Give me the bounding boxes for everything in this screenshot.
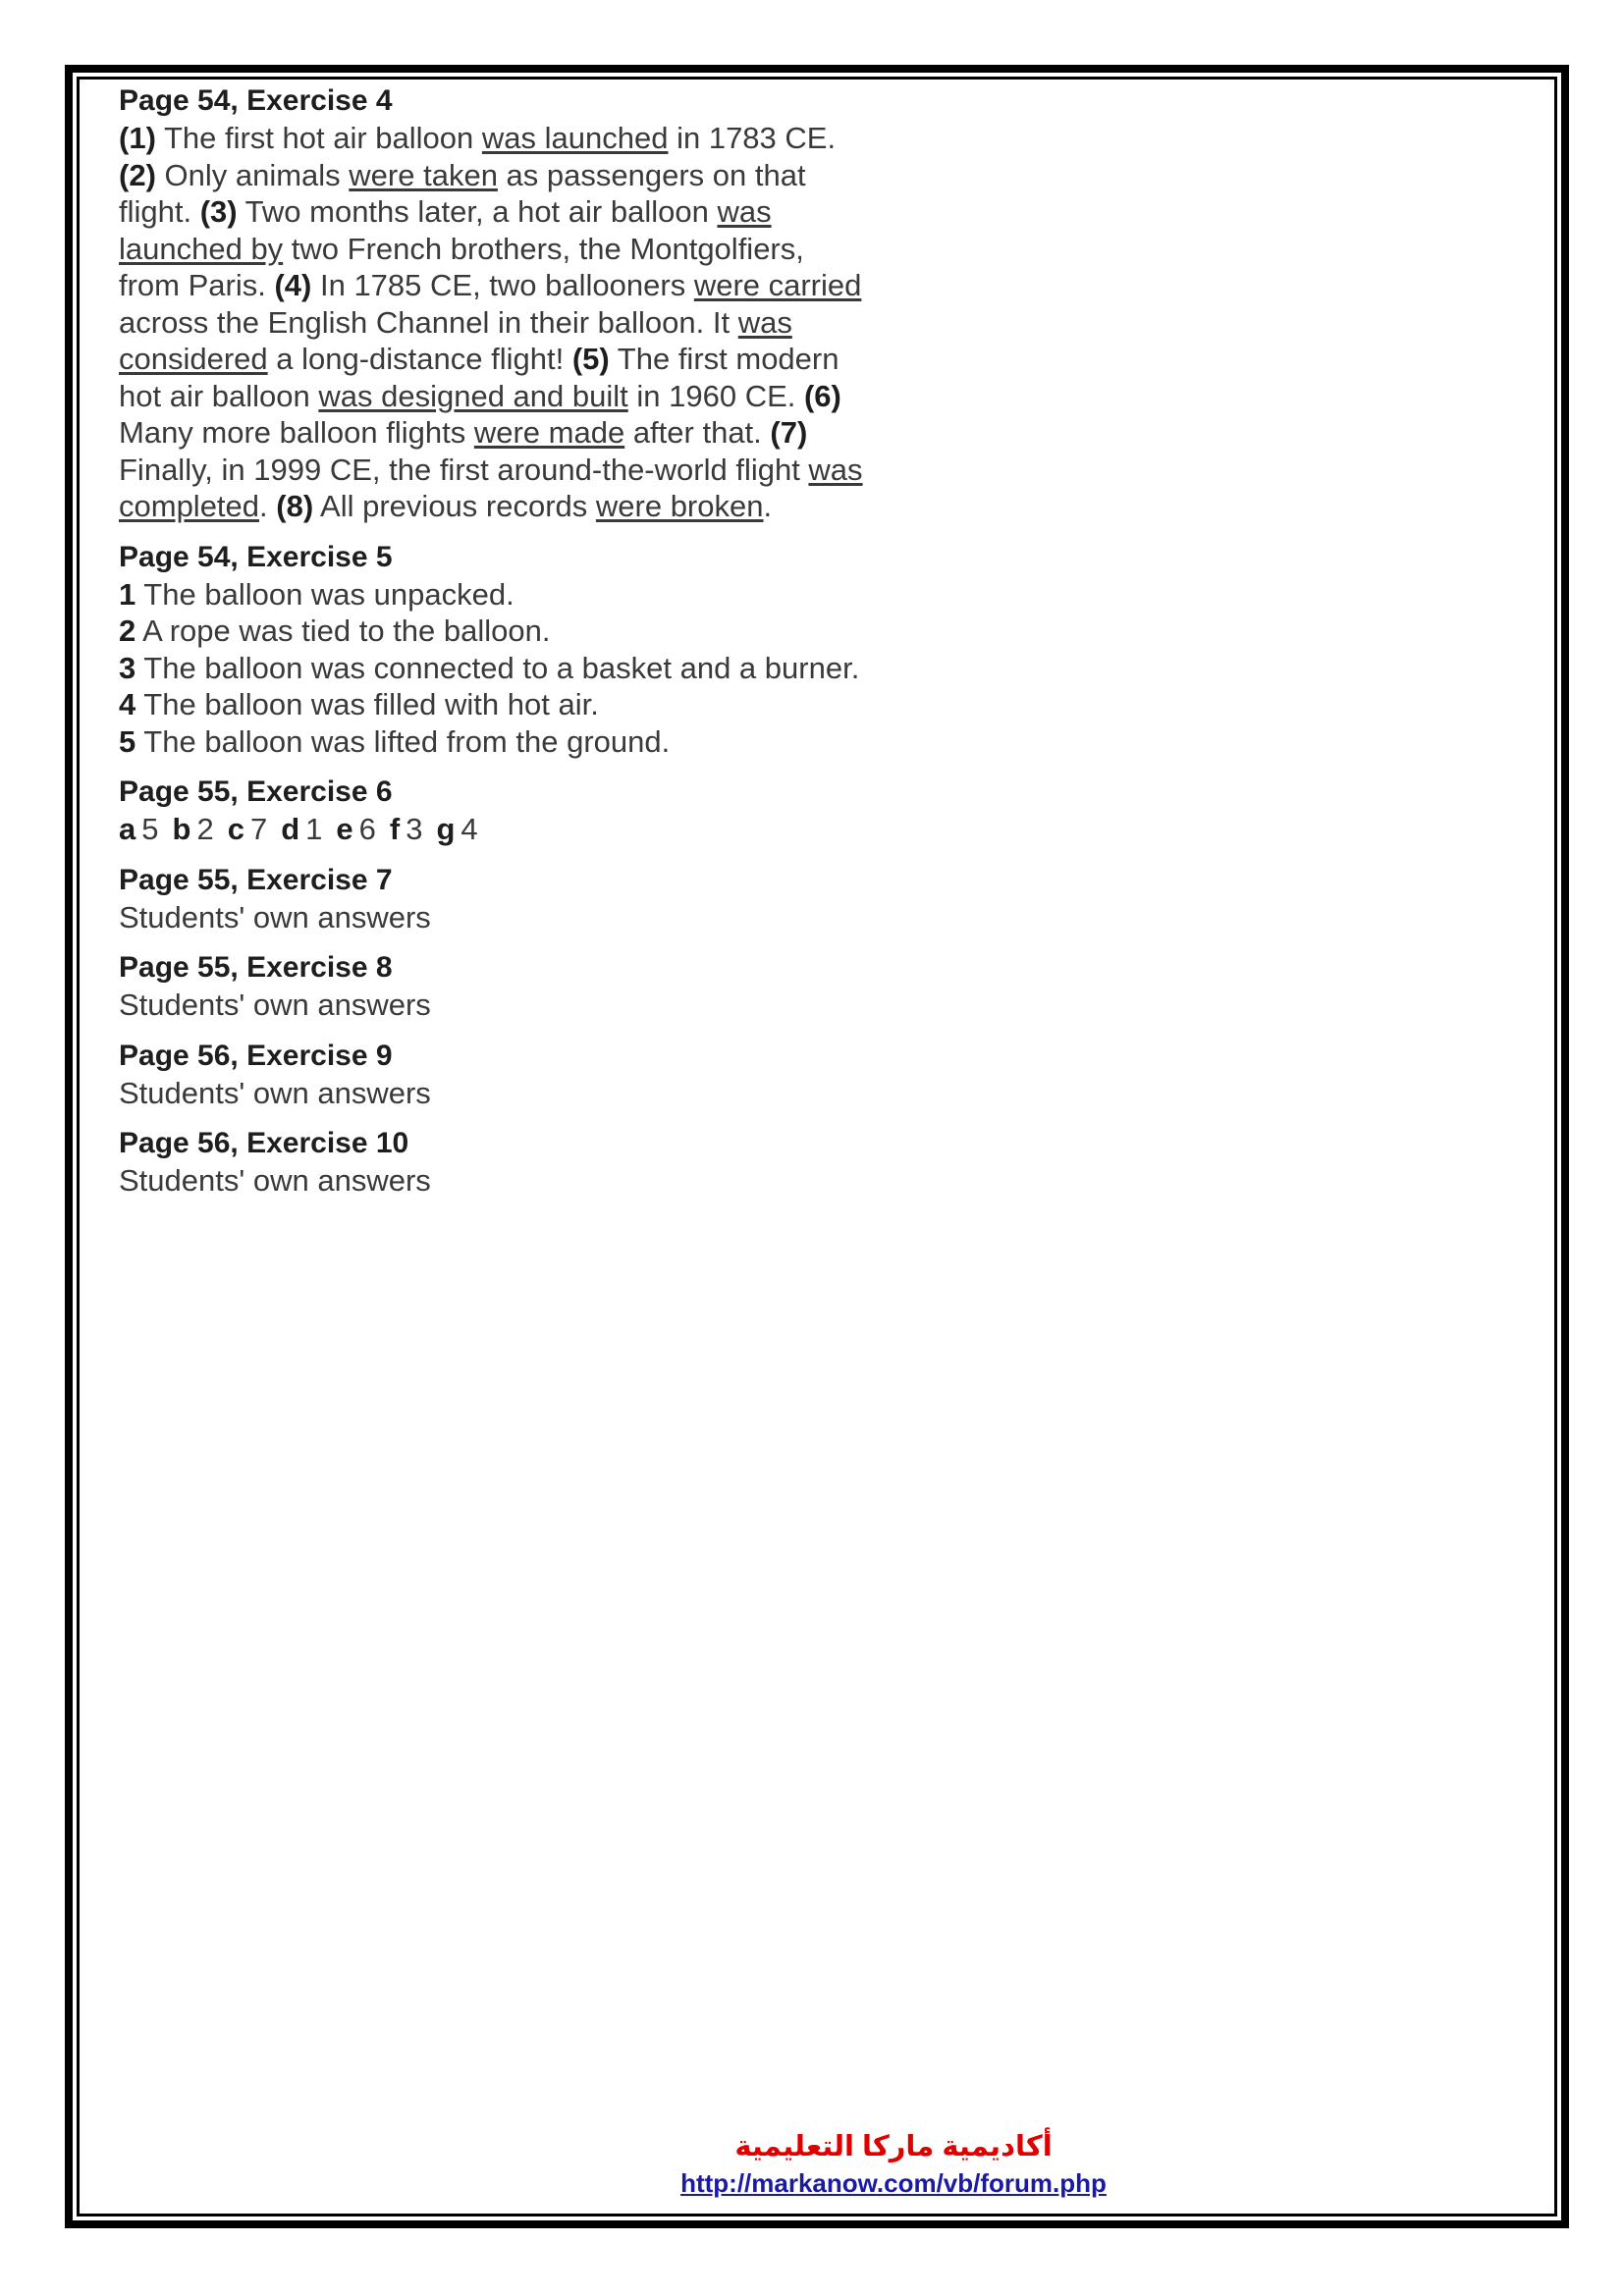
section-body: Students' own answers (119, 988, 431, 1022)
paragraph-text: after that. (624, 415, 771, 450)
answer-letter: c (227, 812, 244, 846)
exercise-9-section (119, 1038, 865, 1112)
item-text: The balloon was connected to a basket and a burner. (135, 650, 860, 685)
answer-letter: b (172, 812, 191, 846)
exercise-4-paragraph (119, 120, 865, 525)
underlined-answer: was considered (119, 304, 792, 376)
answer-number: 7 (249, 812, 268, 846)
list-item (119, 723, 865, 761)
answer-letter: a (119, 812, 136, 846)
section-body: Students' own answers (119, 1163, 431, 1198)
answer-number: 5 (141, 812, 159, 846)
answer-letter: f (389, 812, 401, 846)
exercise-5-list (119, 576, 865, 761)
paragraph-text: All previous records (313, 489, 596, 523)
answer-number: (2) (119, 157, 156, 192)
answer-number: (1) (119, 121, 156, 155)
paragraph-text: in 1783 CE. (668, 121, 837, 155)
section-heading: Page 56, Exercise 10 (119, 1127, 409, 1159)
answer-letter: g (436, 812, 456, 846)
answer-letter: e (336, 812, 353, 846)
paragraph-text: as passengers on that flight. (119, 157, 806, 229)
exercise-10-section (119, 1125, 865, 1200)
academy-title: أكاديمية ماركا التعليمية (734, 2131, 1053, 2163)
forum-link[interactable]: http://markanow.com/vb/forum.php (680, 2168, 1107, 2198)
paragraph-text: Finally, in 1999 CE, the first around-the-world flight (119, 452, 809, 487)
answer-number: (7) (770, 415, 808, 450)
list-item (119, 576, 865, 614)
section-heading: Page 55, Exercise 8 (119, 951, 393, 984)
item-number: 2 (119, 614, 136, 648)
underlined-answer: was launched (481, 121, 669, 155)
paragraph-text: In 1785 CE, two ballooners (311, 268, 694, 302)
paragraph-text: in 1960 CE. (627, 378, 804, 413)
exercise-6-answers (119, 811, 865, 848)
answer-number: 1 (305, 812, 323, 846)
paragraph-text: across the English Channel in their balloon. It (119, 304, 738, 340)
underlined-answer: was designed and built (318, 378, 628, 413)
answer-number: 3 (406, 812, 423, 846)
exercise-4-section (119, 82, 865, 525)
answer-number: 6 (358, 812, 376, 846)
list-item (119, 686, 865, 723)
list-item (119, 613, 865, 650)
exercise-6-section (119, 774, 865, 848)
paragraph-text: two French brothers, the Montgolfiers, from Paris. (119, 231, 804, 302)
item-text: The balloon was unpacked. (135, 576, 514, 612)
paragraph-text: . (763, 489, 773, 523)
answer-number: (5) (571, 342, 610, 376)
section-heading: Page 55, Exercise 6 (119, 775, 393, 808)
item-text: The balloon was filled with hot air. (135, 687, 599, 721)
underlined-answer: was completed (119, 452, 863, 523)
underlined-answer: were carried (693, 268, 862, 302)
item-number: 1 (119, 576, 136, 612)
section-heading: Page 55, Exercise 7 (119, 863, 393, 896)
paragraph-text: The first modern hot air balloon (119, 342, 839, 413)
section-heading: Page 54, Exercise 4 (119, 84, 393, 117)
answer-number: 2 (196, 812, 214, 846)
exercise-7-section (119, 862, 865, 936)
section-body: Students' own answers (119, 899, 431, 934)
paragraph-text: . (259, 489, 277, 523)
item-number: 4 (119, 687, 136, 721)
section-body: Students' own answers (119, 1075, 431, 1110)
exercise-5-section (119, 539, 865, 761)
exercise-8-section (119, 949, 865, 1024)
paragraph-text: Two months later, a hot air balloon (237, 194, 718, 229)
answer-number: (4) (274, 268, 312, 302)
footer (550, 2128, 1237, 2201)
answer-key-content (119, 82, 865, 1213)
paragraph-text: The first hot air balloon (155, 121, 482, 155)
section-heading: Page 54, Exercise 5 (119, 540, 393, 573)
paragraph-text: a long-distance flight! (267, 342, 572, 376)
answer-number: 4 (460, 812, 478, 846)
underlined-answer: was launched by (119, 194, 772, 266)
item-text: The balloon was lifted from the ground. (135, 723, 671, 759)
answer-number: (3) (199, 194, 238, 229)
underlined-answer: were made (473, 415, 625, 450)
item-text: A rope was tied to the balloon. (135, 614, 551, 648)
item-number: 3 (119, 650, 136, 685)
item-number: 5 (119, 723, 136, 759)
underlined-answer: were taken (349, 157, 498, 192)
answer-number: (6) (803, 378, 841, 413)
answer-letter: d (281, 812, 300, 846)
list-item (119, 650, 865, 687)
section-heading: Page 56, Exercise 9 (119, 1039, 393, 1072)
answer-number: (8) (276, 489, 314, 523)
underlined-answer: were broken (595, 489, 764, 523)
paragraph-text: Only animals (155, 157, 350, 192)
paragraph-text: Many more balloon flights (119, 415, 474, 450)
